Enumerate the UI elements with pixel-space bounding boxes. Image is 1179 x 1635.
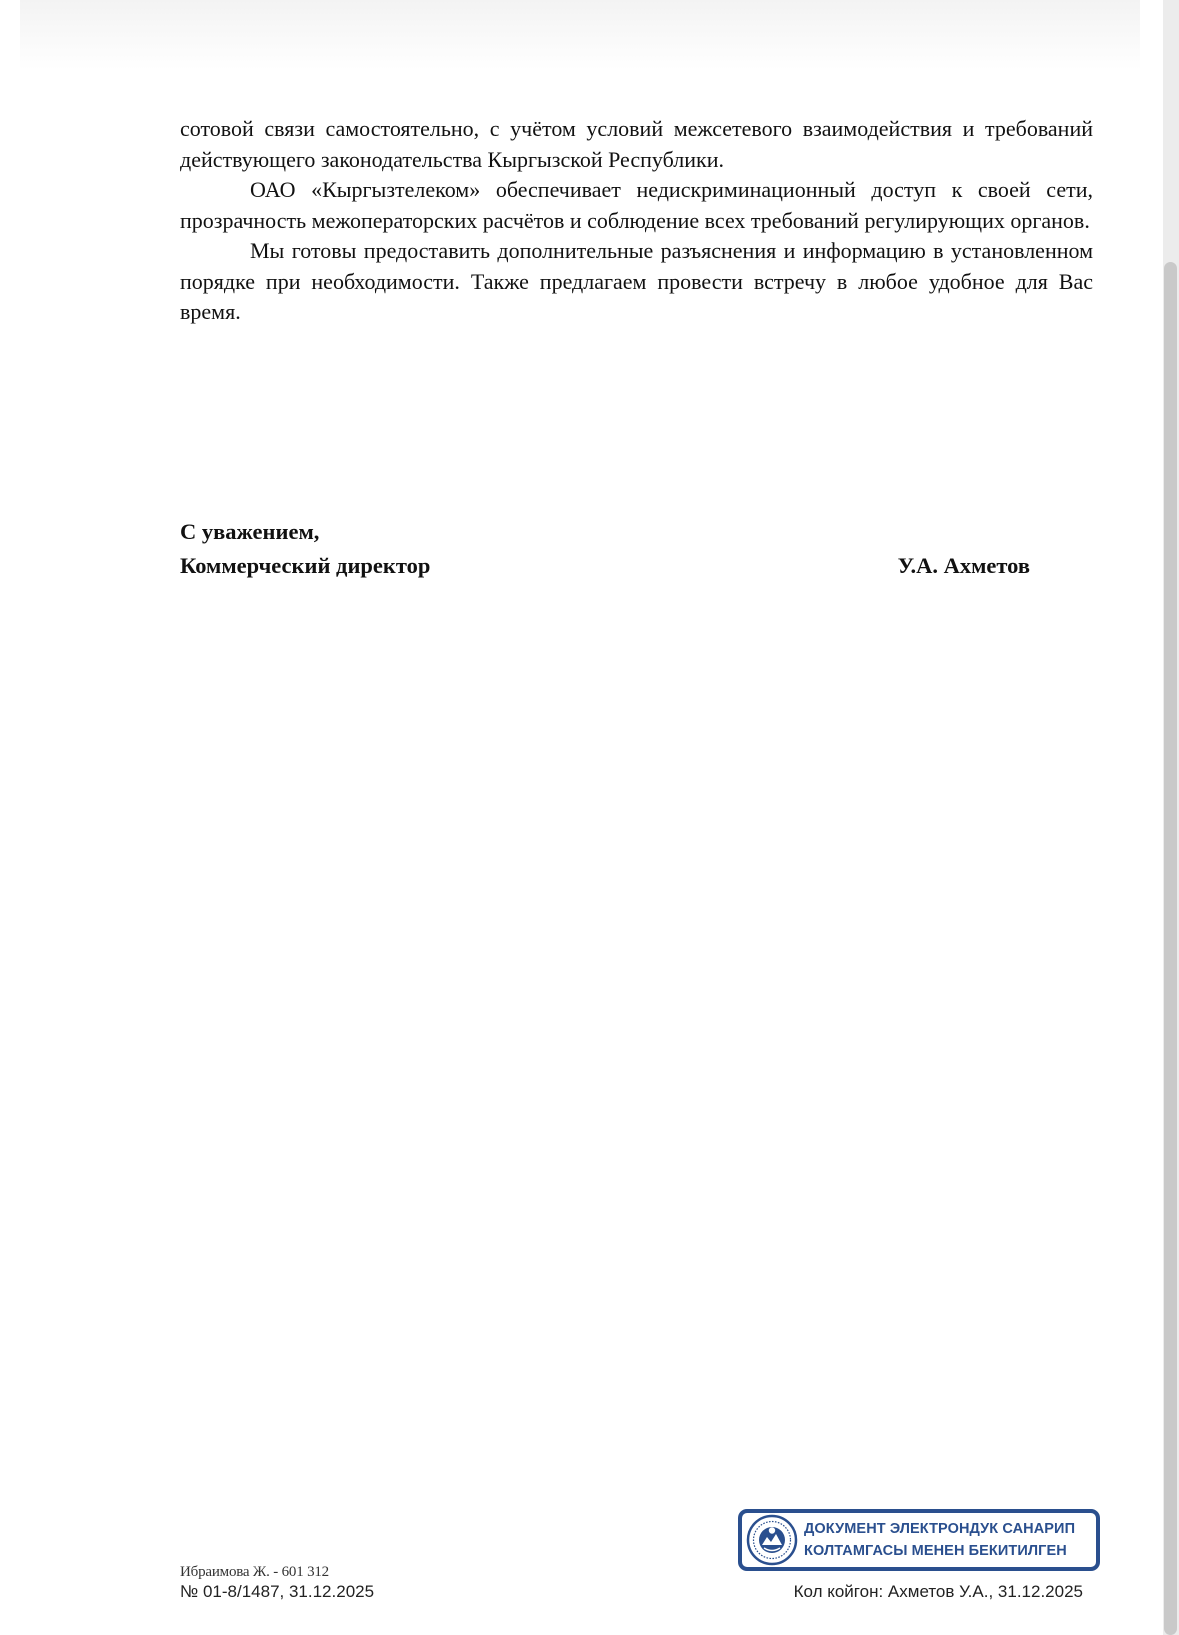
paragraph-3: Мы готовы предоставить дополнительные разъяснения и информацию в установленном порядке при необходимости. Также предлагаем провести встречу в любое удобное для Вас время. xyxy=(180,238,1093,324)
signature-block xyxy=(180,515,1030,583)
state-emblem-seal-icon xyxy=(746,1514,798,1566)
registration-number: № 01-8/1487, 31.12.2025 xyxy=(180,1582,375,1601)
closing-phrase: С уважением, xyxy=(180,519,320,544)
signer-row xyxy=(180,549,1030,583)
page-top-shade xyxy=(20,0,1140,70)
scrollbar-thumb[interactable] xyxy=(1164,262,1177,1635)
signer-title: Коммерческий директор xyxy=(180,553,431,578)
paragraph-2: ОАО «Кыргызтелеком» обеспечивает недискриминационный доступ к своей сети, прозрачность межоператорских расчётов и соблюдение всех требований регулирующих органов. xyxy=(180,177,1093,233)
e-signature-stamp xyxy=(738,1509,1100,1571)
stamp-caption xyxy=(804,1518,1075,1562)
signer-name: У.А. Ахметов xyxy=(897,553,1030,578)
executor-note: Ибраимова Ж. - 601 312 xyxy=(180,1564,329,1580)
signed-by-line: Кол койгон: Ахметов У.А., 31.12.2025 xyxy=(793,1582,1083,1601)
stamp-line-2: КОЛТАМГАСЫ МЕНЕН БЕКИТИЛГЕН xyxy=(804,1543,1067,1559)
paragraph-1: сотовой связи самостоятельно, с учётом условий межсетевого взаимодействия и требований действующего законодательства Кыргызской Республики. xyxy=(180,116,1093,172)
letter-body xyxy=(180,114,1093,328)
stamp-line-1: ДОКУМЕНТ ЭЛЕКТРОНДУК САНАРИП xyxy=(804,1521,1076,1537)
